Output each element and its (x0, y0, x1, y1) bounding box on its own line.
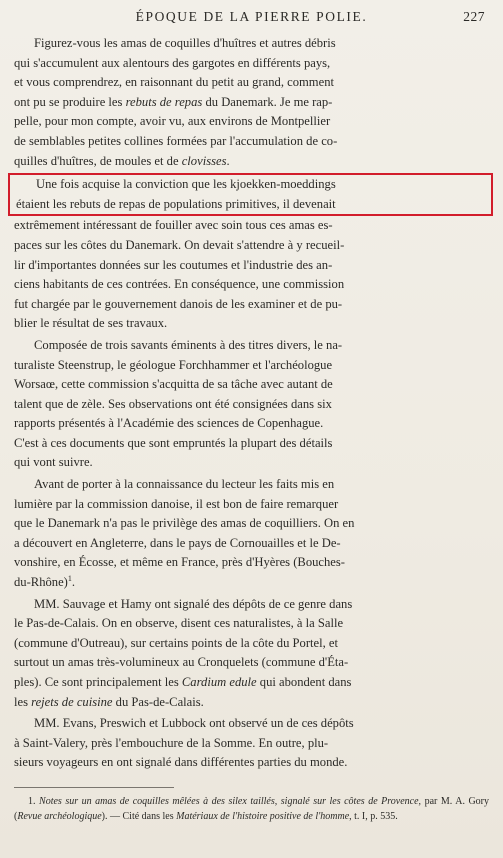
text-run: . (71, 575, 76, 590)
book-title: Matériaux de l'histoire positive de l'homme (176, 810, 350, 822)
highlight-box (8, 173, 493, 216)
text-line (14, 673, 489, 693)
italic-term: rejets de cuisine (31, 694, 113, 709)
text-run: ). — Cité dans les (101, 810, 177, 822)
text-run: , t. I, p. 535. (349, 810, 398, 822)
italic-term: rebuts de repas (125, 94, 203, 109)
text-run: ples). Ce sont principalement les (14, 675, 182, 689)
text-line: blier le résultat de ses travaux. (14, 316, 168, 331)
footnote-divider (14, 787, 174, 788)
paragraph-4 (14, 475, 489, 593)
text-line: (commune d'Outreau), sur certains points de la côte du Portel, et (14, 635, 339, 650)
text-line: qui s'accumulent aux alentours des gargotes en différents pays, (14, 55, 331, 70)
text-line: à Saint-Valery, près l'embouchure de la Somme. En outre, plu- (14, 735, 329, 750)
text-line: talent que de zèle. Ses observations ont été consignées dans six (14, 396, 332, 411)
text-line: lumière par la commission danoise, il est bon de faire remarquer (14, 496, 339, 511)
text-line: Worsaœ, cette commission s'acquitta de sa tâche avec autant de (14, 377, 333, 392)
text-line: Composée de trois savants éminents à des titres divers, le na- (34, 337, 343, 352)
highlighted-line: Une fois acquise la conviction que les kjoekken-moeddings (36, 177, 336, 192)
text-run: . (226, 153, 230, 168)
text-line: Figurez-vous les amas de coquilles d'huîtres et autres débris (34, 36, 336, 50)
journal-title: Revue archéologique (17, 810, 102, 822)
text-run: du-Rhône) (14, 575, 68, 590)
text-line: MM. Evans, Preswich et Lubbock ont observé un de ces dépôts (34, 716, 354, 731)
paragraph-6 (14, 714, 489, 773)
running-title: ÉPOQUE DE LA PIERRE POLIE. (135, 9, 368, 24)
text-line (14, 693, 489, 713)
italic-term: clovisses (181, 153, 227, 168)
footnote-marker[interactable]: 1 (67, 573, 72, 583)
text-line: de semblables petites collines formées par l'accumulation de co- (14, 133, 338, 148)
paragraph-3 (14, 336, 489, 473)
text-line (14, 93, 489, 113)
text-run: ont pu se produire les (14, 94, 126, 109)
running-header (14, 6, 489, 28)
highlighted-line: étaient les rebuts de repas de populations primitives, il devenait (16, 196, 336, 211)
italic-term: Cardium edule (181, 675, 257, 689)
text-line: lir d'importantes données sur les coutumes et l'industrie des an- (14, 257, 333, 272)
text-run: quilles d'huîtres, de moules et de (14, 153, 182, 168)
text-line: sieurs voyageurs en ont signalé dans différentes parties du monde. (14, 755, 348, 770)
text-line: le Pas-de-Calais. On en observe, disent ces naturalistes, à la Salle (14, 616, 344, 631)
text-line: ciens habitants de ces contrées. En conséquence, une commission (14, 277, 345, 292)
footnote-title: Notes sur un amas de coquilles mêlées à des silex taillés, signalé sur les côtes de Provence, (39, 795, 422, 807)
text-run: du Pas-de-Calais. (112, 694, 204, 709)
text-line: C'est à ces documents que sont empruntés la plupart des détails (14, 435, 333, 450)
text-line: pelle, pour mon compte, avoir vu, aux environs de Montpellier (14, 114, 331, 129)
text-line: vonshire, en Écosse, et même en France, près d'Hyères (Bouches- (14, 555, 345, 570)
text-line: Avant de porter à la connaissance du lecteur les faits mis en (34, 477, 335, 492)
text-line: qui vont suivre. (14, 455, 93, 470)
text-line (14, 152, 489, 172)
body-text (14, 34, 489, 773)
text-line: extrêmement intéressant de fouiller avec soin tous ces amas es- (14, 218, 333, 233)
text-line (14, 573, 489, 593)
text-line: rapports présentés à l'Académie des sciences de Copenhague. (14, 416, 324, 431)
page-number: 227 (463, 9, 485, 24)
paragraph-5 (14, 595, 489, 713)
text-run: qui abondent dans (256, 675, 352, 689)
text-line: surtout un amas très-volumineux au Cronquelets (commune d'Éta- (14, 655, 349, 670)
paragraph-2 (14, 173, 489, 334)
text-line: paces sur les côtes du Danemark. On devait s'attendre à y recueil- (14, 237, 345, 252)
text-line: et vous comprendrez, en raisonnant du petit au grand, comment (14, 75, 334, 90)
text-run: par M. A. Gory ( (14, 795, 490, 822)
paragraph-1 (14, 34, 489, 171)
footnote (14, 794, 489, 824)
text-line: turaliste Steenstrup, le géologue Forchhammer et l'archéologue (14, 357, 333, 372)
text-line: que le Danemark n'a pas le privilège des amas de coquilliers. On en (14, 516, 355, 531)
text-run: les (14, 694, 32, 709)
text-line: MM. Sauvage et Hamy ont signalé des dépôts de ce genre dans (34, 596, 353, 611)
text-line: fut chargée par le gouvernement danois de les examiner et de pu- (14, 296, 343, 311)
text-line: a découvert en Angleterre, dans le pays de Cornouailles et le De- (14, 535, 341, 550)
footnote-number: 1. (28, 795, 40, 807)
text-run: du Danemark. Je me rap- (202, 94, 333, 109)
